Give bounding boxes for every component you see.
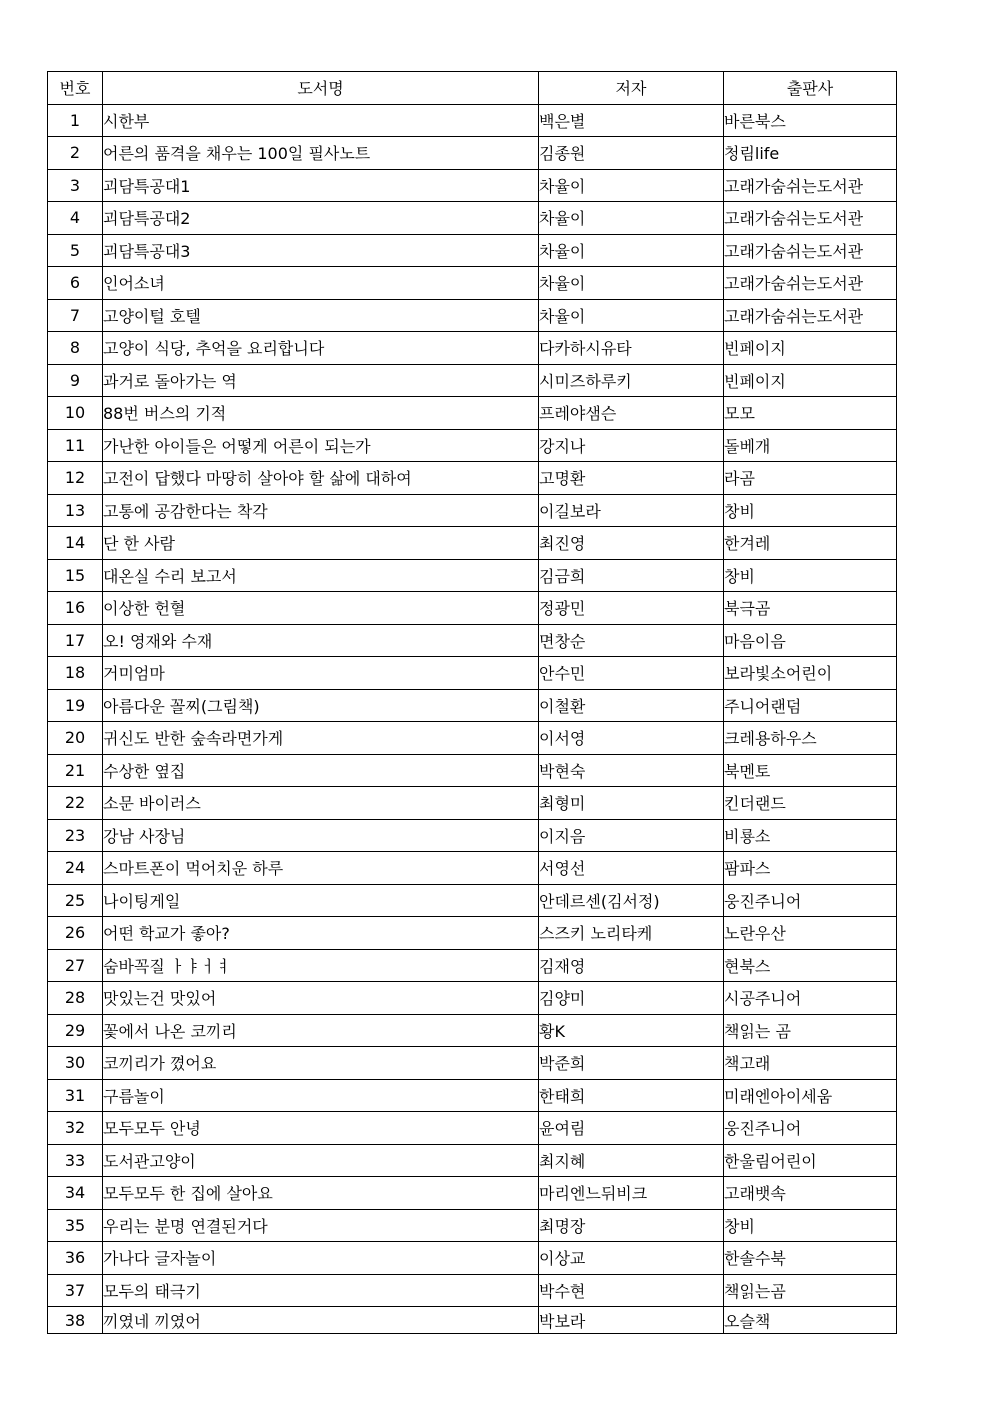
cell-title: 가나다 글자놀이 [103, 1242, 539, 1275]
cell-author: 안데르센(김서정) [539, 884, 724, 917]
cell-author: 이서영 [539, 722, 724, 755]
table-row [48, 1047, 897, 1080]
cell-number: 24 [48, 852, 103, 885]
cell-number: 4 [48, 202, 103, 235]
table-row [48, 852, 897, 885]
cell-number: 11 [48, 429, 103, 462]
cell-title: 대온실 수리 보고서 [103, 559, 539, 592]
cell-title: 고전이 답했다 마땅히 살아야 할 삶에 대하여 [103, 462, 539, 495]
cell-author: 시미즈하루키 [539, 364, 724, 397]
cell-publisher: 미래엔아이세움 [724, 1079, 897, 1112]
cell-number: 1 [48, 104, 103, 137]
table-row [48, 559, 897, 592]
cell-publisher: 팜파스 [724, 852, 897, 885]
cell-publisher: 오슬책 [724, 1307, 897, 1334]
table-row [48, 299, 897, 332]
cell-author: 차율이 [539, 299, 724, 332]
cell-author: 김종원 [539, 137, 724, 170]
cell-publisher: 창비 [724, 559, 897, 592]
cell-title: 거미엄마 [103, 657, 539, 690]
table-row [48, 429, 897, 462]
table-row [48, 787, 897, 820]
cell-number: 8 [48, 332, 103, 365]
cell-title: 우리는 분명 연결된거다 [103, 1209, 539, 1242]
cell-author: 박수현 [539, 1274, 724, 1307]
table-row [48, 1079, 897, 1112]
cell-author: 이상교 [539, 1242, 724, 1275]
cell-author: 서영선 [539, 852, 724, 885]
cell-number: 7 [48, 299, 103, 332]
cell-title: 괴담특공대1 [103, 169, 539, 202]
cell-number: 10 [48, 397, 103, 430]
cell-title: 모두모두 한 집에 살아요 [103, 1177, 539, 1210]
cell-author: 프레야샘슨 [539, 397, 724, 430]
cell-title: 88번 버스의 기적 [103, 397, 539, 430]
cell-number: 38 [48, 1307, 103, 1334]
table-row [48, 1209, 897, 1242]
table-row [48, 462, 897, 495]
cell-author: 다카하시유타 [539, 332, 724, 365]
table-row [48, 949, 897, 982]
header-row [48, 72, 897, 105]
cell-publisher: 빈페이지 [724, 332, 897, 365]
table-row [48, 722, 897, 755]
cell-number: 37 [48, 1274, 103, 1307]
cell-publisher: 크레용하우스 [724, 722, 897, 755]
cell-publisher: 웅진주니어 [724, 884, 897, 917]
cell-author: 차율이 [539, 169, 724, 202]
cell-number: 28 [48, 982, 103, 1015]
book-list-table [47, 71, 897, 1334]
header-number: 번호 [48, 72, 103, 105]
cell-title: 숨바꼭질 ㅏㅑㅓㅕ [103, 949, 539, 982]
table-row [48, 624, 897, 657]
cell-publisher: 웅진주니어 [724, 1112, 897, 1145]
cell-number: 32 [48, 1112, 103, 1145]
cell-author: 스즈키 노리타케 [539, 917, 724, 950]
cell-title: 어떤 학교가 좋아? [103, 917, 539, 950]
cell-title: 구름놀이 [103, 1079, 539, 1112]
cell-title: 나이팅게일 [103, 884, 539, 917]
cell-author: 이철환 [539, 689, 724, 722]
header-title: 도서명 [103, 72, 539, 105]
table-row [48, 917, 897, 950]
cell-publisher: 한솔수북 [724, 1242, 897, 1275]
cell-number: 25 [48, 884, 103, 917]
cell-title: 스마트폰이 먹어치운 하루 [103, 852, 539, 885]
cell-number: 3 [48, 169, 103, 202]
table-row [48, 169, 897, 202]
cell-publisher: 고래가숨쉬는도서관 [724, 299, 897, 332]
cell-title: 모두모두 안녕 [103, 1112, 539, 1145]
cell-title: 강남 사장님 [103, 819, 539, 852]
table-row [48, 494, 897, 527]
cell-number: 16 [48, 592, 103, 625]
cell-author: 백은별 [539, 104, 724, 137]
table-row [48, 657, 897, 690]
cell-publisher: 주니어랜덤 [724, 689, 897, 722]
cell-author: 김양미 [539, 982, 724, 1015]
cell-title: 수상한 옆집 [103, 754, 539, 787]
cell-title: 소문 바이러스 [103, 787, 539, 820]
cell-author: 윤여림 [539, 1112, 724, 1145]
cell-number: 30 [48, 1047, 103, 1080]
cell-author: 차율이 [539, 267, 724, 300]
cell-title: 이상한 헌혈 [103, 592, 539, 625]
cell-title: 고통에 공감한다는 착각 [103, 494, 539, 527]
table-row [48, 1307, 897, 1334]
table-row [48, 137, 897, 170]
cell-author: 최지혜 [539, 1144, 724, 1177]
cell-publisher: 돌베개 [724, 429, 897, 462]
cell-publisher: 책읽는곰 [724, 1274, 897, 1307]
cell-number: 35 [48, 1209, 103, 1242]
table-row [48, 1112, 897, 1145]
table-row [48, 1177, 897, 1210]
cell-author: 마리엔느뒤비크 [539, 1177, 724, 1210]
table-row [48, 1274, 897, 1307]
cell-number: 20 [48, 722, 103, 755]
cell-author: 황K [539, 1014, 724, 1047]
cell-title: 오! 영재와 수재 [103, 624, 539, 657]
cell-title: 모두의 태극기 [103, 1274, 539, 1307]
cell-title: 고양이 식당, 추억을 요리합니다 [103, 332, 539, 365]
cell-author: 면창순 [539, 624, 724, 657]
cell-author: 최명장 [539, 1209, 724, 1242]
cell-title: 단 한 사람 [103, 527, 539, 560]
cell-title: 아름다운 꼴찌(그림책) [103, 689, 539, 722]
cell-publisher: 한울림어린이 [724, 1144, 897, 1177]
cell-publisher: 라곰 [724, 462, 897, 495]
cell-publisher: 창비 [724, 1209, 897, 1242]
cell-title: 맛있는건 맛있어 [103, 982, 539, 1015]
cell-number: 17 [48, 624, 103, 657]
table-row [48, 1144, 897, 1177]
header-publisher: 출판사 [724, 72, 897, 105]
cell-title: 끼였네 끼였어 [103, 1307, 539, 1334]
cell-publisher: 비룡소 [724, 819, 897, 852]
cell-author: 이길보라 [539, 494, 724, 527]
cell-title: 과거로 돌아가는 역 [103, 364, 539, 397]
cell-author: 김금희 [539, 559, 724, 592]
cell-number: 19 [48, 689, 103, 722]
cell-publisher: 고래뱃속 [724, 1177, 897, 1210]
cell-author: 김재영 [539, 949, 724, 982]
cell-author: 최형미 [539, 787, 724, 820]
cell-author: 차율이 [539, 234, 724, 267]
cell-number: 18 [48, 657, 103, 690]
cell-publisher: 고래가숨쉬는도서관 [724, 169, 897, 202]
table-row [48, 397, 897, 430]
cell-author: 강지나 [539, 429, 724, 462]
table-row [48, 332, 897, 365]
table-row [48, 1014, 897, 1047]
table-row [48, 364, 897, 397]
cell-author: 박준희 [539, 1047, 724, 1080]
cell-number: 21 [48, 754, 103, 787]
table-row [48, 754, 897, 787]
cell-title: 코끼리가 꼈어요 [103, 1047, 539, 1080]
cell-number: 5 [48, 234, 103, 267]
header-author: 저자 [539, 72, 724, 105]
cell-publisher: 고래가숨쉬는도서관 [724, 234, 897, 267]
table-row [48, 982, 897, 1015]
cell-publisher: 보라빛소어린이 [724, 657, 897, 690]
cell-publisher: 북멘토 [724, 754, 897, 787]
cell-number: 9 [48, 364, 103, 397]
cell-publisher: 책읽는 곰 [724, 1014, 897, 1047]
cell-publisher: 고래가숨쉬는도서관 [724, 267, 897, 300]
table-row [48, 689, 897, 722]
cell-publisher: 마음이음 [724, 624, 897, 657]
cell-author: 고명환 [539, 462, 724, 495]
cell-number: 36 [48, 1242, 103, 1275]
table-row [48, 819, 897, 852]
table-row [48, 234, 897, 267]
cell-publisher: 빈페이지 [724, 364, 897, 397]
table-row [48, 1242, 897, 1275]
cell-number: 15 [48, 559, 103, 592]
table-row [48, 884, 897, 917]
cell-title: 도서관고양이 [103, 1144, 539, 1177]
cell-publisher: 북극곰 [724, 592, 897, 625]
table-row [48, 104, 897, 137]
cell-author: 이지음 [539, 819, 724, 852]
cell-publisher: 바른북스 [724, 104, 897, 137]
cell-title: 시한부 [103, 104, 539, 137]
cell-number: 14 [48, 527, 103, 560]
cell-number: 13 [48, 494, 103, 527]
cell-number: 34 [48, 1177, 103, 1210]
cell-publisher: 책고래 [724, 1047, 897, 1080]
cell-publisher: 모모 [724, 397, 897, 430]
cell-publisher: 킨더랜드 [724, 787, 897, 820]
cell-number: 6 [48, 267, 103, 300]
cell-title: 인어소녀 [103, 267, 539, 300]
cell-publisher: 창비 [724, 494, 897, 527]
cell-number: 23 [48, 819, 103, 852]
cell-number: 27 [48, 949, 103, 982]
cell-title: 가난한 아이들은 어떻게 어른이 되는가 [103, 429, 539, 462]
cell-publisher: 노란우산 [724, 917, 897, 950]
cell-number: 22 [48, 787, 103, 820]
table-body [48, 104, 897, 1334]
table-row [48, 527, 897, 560]
cell-author: 한태희 [539, 1079, 724, 1112]
cell-title: 괴담특공대3 [103, 234, 539, 267]
cell-author: 정광민 [539, 592, 724, 625]
cell-title: 고양이털 호텔 [103, 299, 539, 332]
cell-author: 박보라 [539, 1307, 724, 1334]
cell-title: 귀신도 반한 숲속라면가게 [103, 722, 539, 755]
table-row [48, 202, 897, 235]
cell-publisher: 청림life [724, 137, 897, 170]
cell-title: 꽃에서 나온 코끼리 [103, 1014, 539, 1047]
cell-number: 2 [48, 137, 103, 170]
cell-number: 12 [48, 462, 103, 495]
cell-number: 33 [48, 1144, 103, 1177]
cell-title: 괴담특공대2 [103, 202, 539, 235]
cell-author: 최진영 [539, 527, 724, 560]
cell-author: 안수민 [539, 657, 724, 690]
cell-number: 26 [48, 917, 103, 950]
cell-publisher: 현북스 [724, 949, 897, 982]
table-row [48, 267, 897, 300]
table-row [48, 592, 897, 625]
cell-author: 박현숙 [539, 754, 724, 787]
cell-author: 차율이 [539, 202, 724, 235]
cell-publisher: 한겨레 [724, 527, 897, 560]
cell-publisher: 시공주니어 [724, 982, 897, 1015]
table-header [48, 72, 897, 105]
cell-title: 어른의 품격을 채우는 100일 필사노트 [103, 137, 539, 170]
cell-number: 29 [48, 1014, 103, 1047]
cell-number: 31 [48, 1079, 103, 1112]
cell-publisher: 고래가숨쉬는도서관 [724, 202, 897, 235]
